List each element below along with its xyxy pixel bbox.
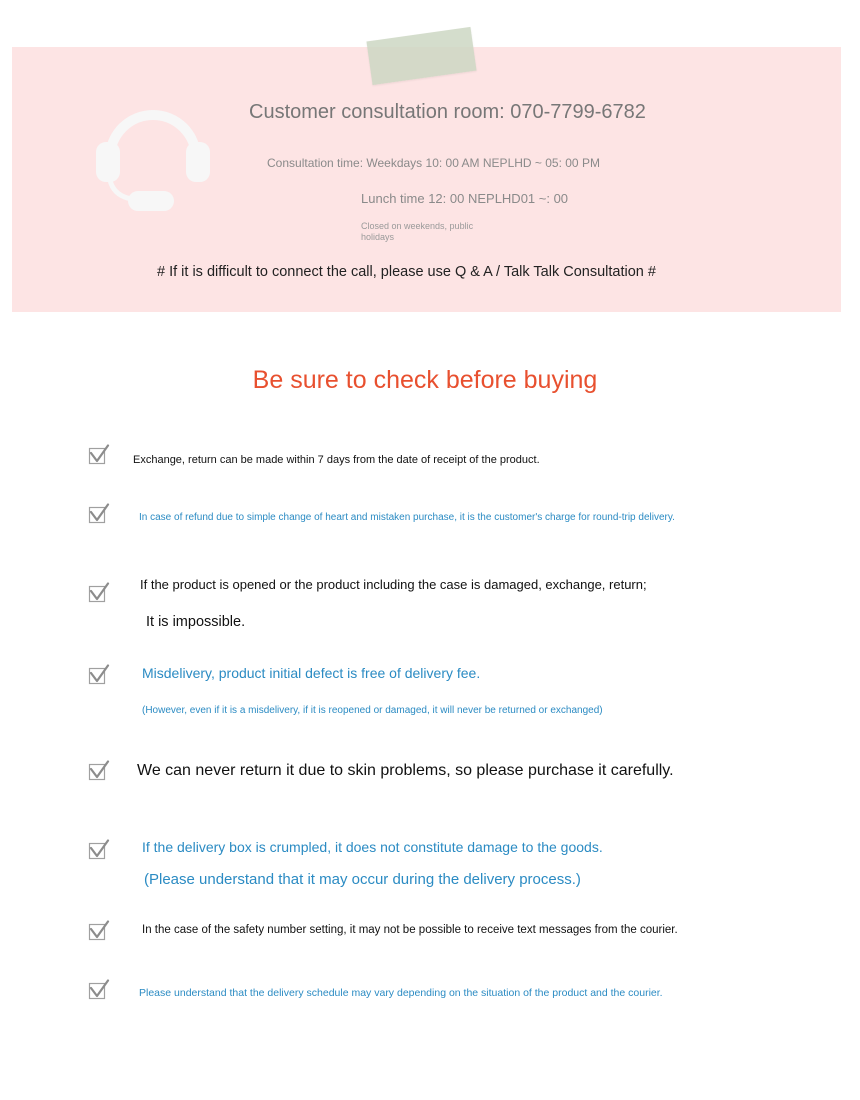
- checklist-item-5: We can never return it due to skin problems, so please purchase it carefully.: [137, 762, 674, 779]
- checkbox-icon: [88, 503, 110, 525]
- headset-icon: [94, 96, 212, 214]
- checkbox-icon: [88, 760, 110, 782]
- lunch-time: Lunch time 12: 00 NEPLHD01 ~: 00: [361, 191, 569, 206]
- checkbox-icon: [88, 444, 110, 466]
- checklist-item-1: Exchange, return can be made within 7 days from the date of receipt of the product.: [133, 454, 540, 466]
- closed-days-note: Closed on weekends, public holidays: [361, 221, 474, 242]
- checkbox-icon: [88, 920, 110, 942]
- call-notice: # If it is difficult to connect the call, please use Q & A / Talk Talk Consultation #: [157, 264, 656, 280]
- checklist-item-3: If the product is opened or the product including the case is damaged, exchange, return;: [140, 577, 647, 592]
- page-heading: Be sure to check before buying: [252, 366, 598, 394]
- checkbox-icon: [88, 664, 110, 686]
- checklist-item-4-note: (However, even if it is a misdelivery, if it is reopened or damaged, it will never be returned or exchanged): [142, 705, 603, 716]
- checklist-item-7: In the case of the safety number setting, it may not be possible to receive text messages from the courier.: [142, 924, 678, 936]
- checkbox-icon: [88, 979, 110, 1001]
- customer-phone-line: Customer consultation room: 070-7799-6782: [249, 101, 646, 123]
- checkbox-icon: [88, 839, 110, 861]
- checklist-item-2: In case of refund due to simple change of heart and mistaken purchase, it is the customer's charge for round-trip delivery.: [139, 512, 675, 523]
- checklist-item-4: Misdelivery, product initial defect is free of delivery fee.: [142, 665, 481, 681]
- checklist-item-6: If the delivery box is crumpled, it does not constitute damage to the goods.: [142, 839, 603, 855]
- checklist-item-6-note: (Please understand that it may occur during the delivery process.): [144, 871, 581, 888]
- checklist-item-3-continued: It is impossible.: [146, 614, 246, 630]
- checklist-item-8: Please understand that the delivery schedule may vary depending on the situation of the product and the courier.: [139, 987, 663, 999]
- consultation-time: Consultation time: Weekdays 10: 00 AM NEPLHD ~ 05: 00 PM: [267, 156, 600, 170]
- checkbox-icon: [88, 582, 110, 604]
